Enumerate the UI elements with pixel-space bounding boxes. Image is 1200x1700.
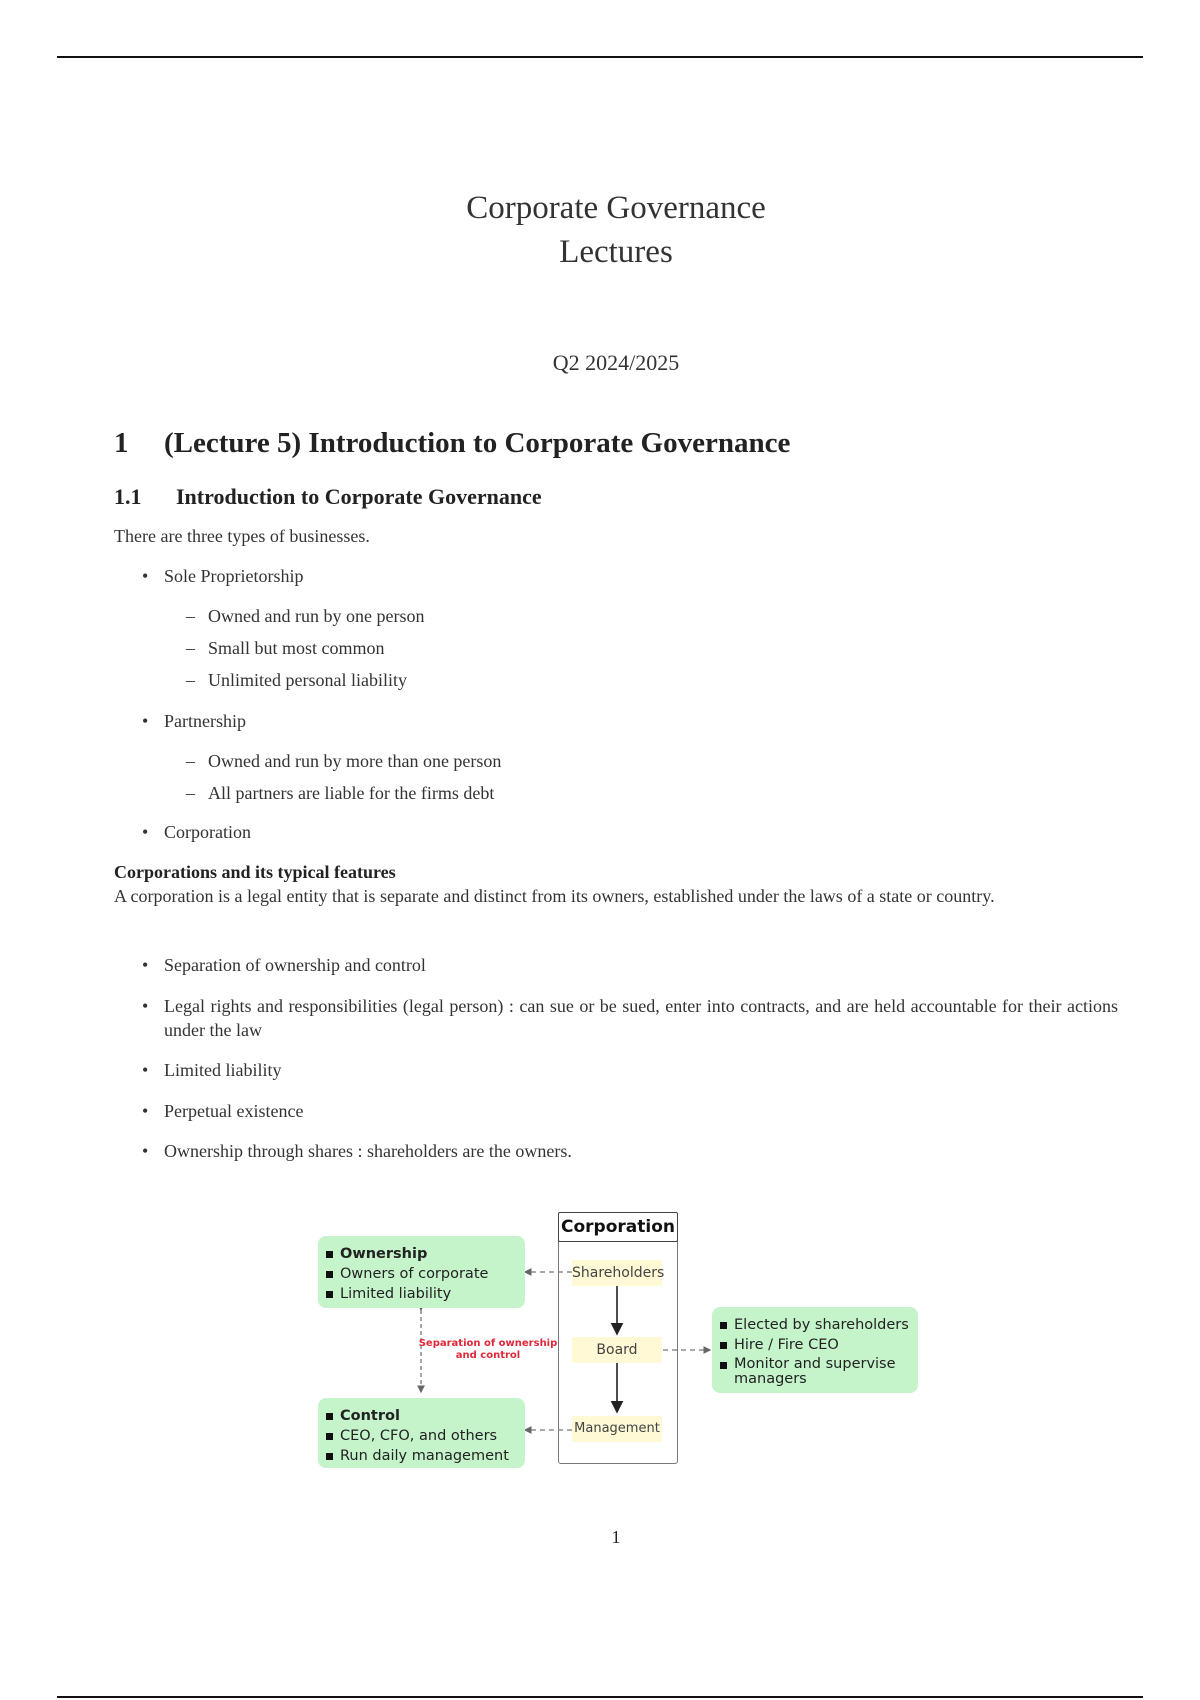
document-date: Q2 2024/2025 xyxy=(552,350,680,375)
list-item: • Corporation xyxy=(142,820,251,844)
ownership-item: Limited liability xyxy=(340,1284,517,1304)
title-line-2: Lectures xyxy=(559,234,673,270)
list-item: • Sole Proprietorship xyxy=(142,564,304,588)
sub-list-item: – Owned and run by one person xyxy=(186,604,424,628)
subsection-1-1-heading xyxy=(114,484,542,510)
document-title xyxy=(0,186,1200,274)
section-1-heading xyxy=(114,427,790,460)
corporate-structure-diagram xyxy=(318,1212,928,1472)
page-number: 1 xyxy=(611,1527,621,1547)
list-item: • Partnership xyxy=(142,709,246,733)
title-line-1: Corporate Governance xyxy=(466,190,766,226)
management-node: Management xyxy=(572,1416,662,1442)
subsection-title: Introduction to Corporate Governance xyxy=(176,484,542,509)
subsection-number: 1.1 xyxy=(114,484,142,509)
ownership-box xyxy=(318,1236,525,1308)
control-title: Control xyxy=(340,1406,517,1426)
sub-list-item: – Unlimited personal liability xyxy=(186,668,407,692)
ownership-title: Ownership xyxy=(340,1244,517,1264)
intro-paragraph: There are three types of businesses. xyxy=(114,526,370,546)
corporation-heading: Corporations and its typical features xyxy=(114,862,396,882)
list-item: • Separation of ownership and control xyxy=(142,953,426,977)
list-item: • Legal rights and responsibilities (legal person) : can sue or be sued, enter into contracts, and are held accountable for their actions under the law xyxy=(142,994,1118,1042)
control-item: Run daily management xyxy=(340,1446,517,1466)
top-rule xyxy=(57,56,1143,58)
shareholders-node: Shareholders xyxy=(572,1260,662,1286)
section-title: (Lecture 5) Introduction to Corporate Governance xyxy=(164,427,791,459)
corporation-definition: A corporation is a legal entity that is separate and distinct from its owners, established under the laws of a state or country. xyxy=(114,886,995,906)
list-item: • Ownership through shares : shareholders are the owners. xyxy=(142,1139,572,1163)
corporation-label: Corporation xyxy=(558,1212,678,1242)
sub-list-item: – Small but most common xyxy=(186,636,385,660)
list-item: • Limited liability xyxy=(142,1058,281,1082)
ownership-item: Owners of corporate xyxy=(340,1264,517,1284)
board-duty-item: Monitor and supervise managers xyxy=(734,1355,910,1387)
board-duties-box xyxy=(712,1307,918,1393)
sub-list-item: – Owned and run by more than one person xyxy=(186,749,501,773)
control-item: CEO, CFO, and others xyxy=(340,1426,517,1446)
board-node: Board xyxy=(572,1337,662,1363)
section-number: 1 xyxy=(114,427,129,459)
control-box xyxy=(318,1398,525,1468)
board-duty-item: Hire / Fire CEO xyxy=(734,1335,910,1355)
bottom-rule xyxy=(57,1696,1143,1698)
sub-list-item: – All partners are liable for the firms debt xyxy=(186,781,494,805)
separation-label: Separation of ownership and control xyxy=(418,1338,558,1361)
list-item: • Perpetual existence xyxy=(142,1099,303,1123)
board-duty-item: Elected by shareholders xyxy=(734,1317,909,1333)
